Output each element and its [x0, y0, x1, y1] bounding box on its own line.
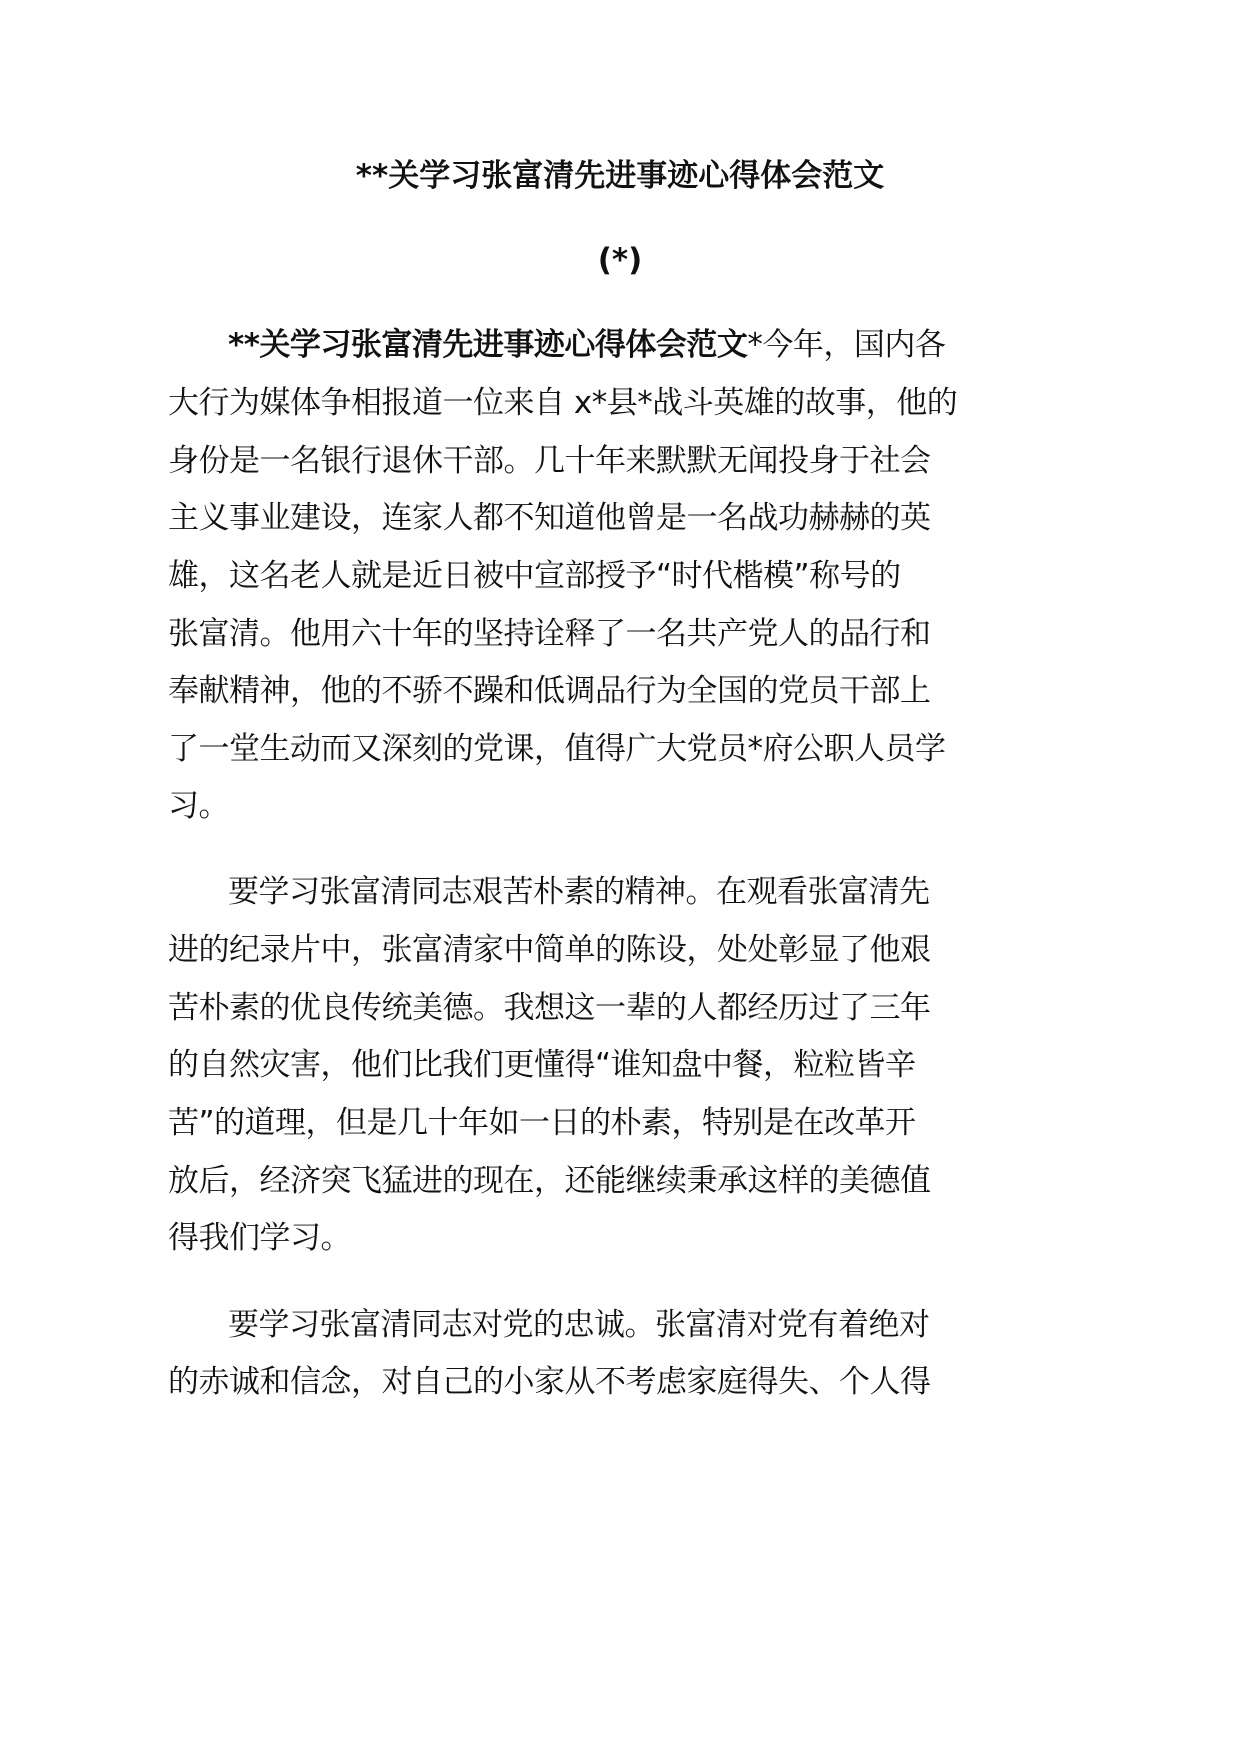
paragraph-line: 奉献精神，他的不骄不躁和低调品行为全国的党员干部上 [168, 673, 931, 709]
paragraph-line: 进的纪录片中，张富清家中简单的陈设，处处彰显了他艰 [168, 932, 931, 968]
paragraph-line: 习。 [168, 788, 229, 824]
paragraph-line: 得我们学习。 [168, 1220, 351, 1256]
paragraph-line: 大行为媒体争相报道一位来自 x*县*战斗英雄的故事，他的 [168, 385, 958, 421]
paragraph-line: 张富清。他用六十年的坚持诠释了一名共产党人的品行和 [168, 616, 931, 652]
paragraph-line: 的自然灾害，他们比我们更懂得“谁知盘中餐，粒粒皆辛 [168, 1047, 916, 1083]
paragraph-line: 要学习张富清同志对党的忠诚。张富清对党有着绝对 [228, 1307, 930, 1343]
paragraph-line: 的赤诚和信念，对自己的小家从不考虑家庭得失、个人得 [168, 1364, 931, 1400]
paragraph-line: 放后，经济突飞猛进的现在，还能继续秉承这样的美德值 [168, 1163, 931, 1199]
paragraph-lead-bold: **关学习张富清先进事迹心得体会范文 [228, 327, 748, 363]
paragraph-line: 了一堂生动而又深刻的党课，值得广大党员*府公职人员学 [168, 731, 946, 767]
paragraph-line: 雄，这名老人就是近日被中宣部授予“时代楷模”称号的 [168, 558, 901, 594]
paragraph-line: 身份是一名银行退休干部。几十年来默默无闻投身于社会 [168, 443, 931, 479]
paragraph-line: 要学习张富清同志艰苦朴素的精神。在观看张富清先 [228, 874, 930, 910]
document-subtitle: (*) [597, 242, 643, 278]
document-title: **关学习张富清先进事迹心得体会范文 [355, 158, 885, 194]
paragraph-line: 苦”的道理，但是几十年如一日的朴素，特别是在改革开 [168, 1105, 916, 1141]
paragraph-line: 主义事业建设，连家人都不知道他曾是一名战功赫赫的英 [168, 500, 931, 536]
paragraph-1-line-1: **关学习张富清先进事迹心得体会范文*今年，国内各 [228, 327, 946, 363]
paragraph-line: 苦朴素的优良传统美德。我想这一辈的人都经历过了三年 [168, 990, 931, 1026]
